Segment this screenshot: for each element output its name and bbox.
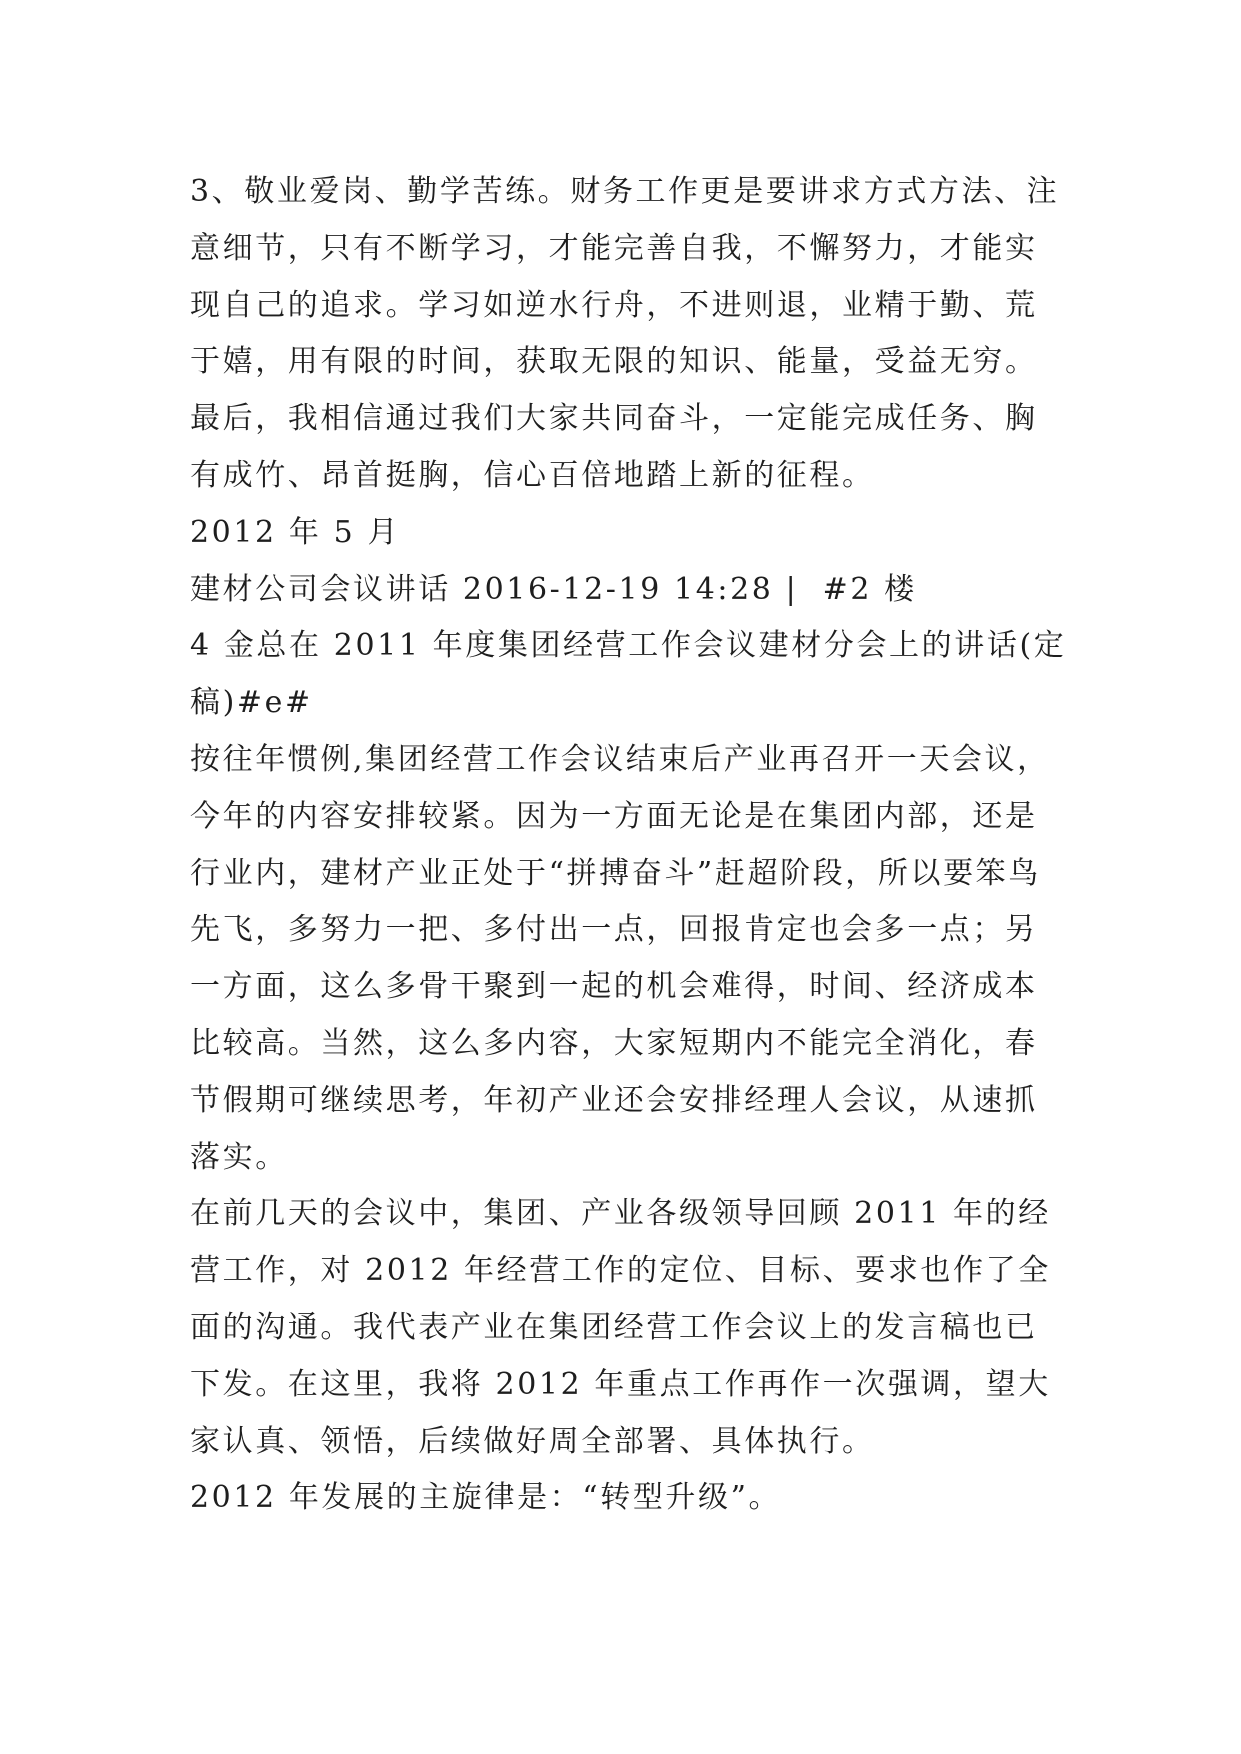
paragraph-theme: 2012 年发展的主旋律是：“转型升级”。 (190, 1480, 782, 1516)
post-header: 建材公司会议讲话 2016-12-19 14:28 | #2 楼 (190, 571, 917, 607)
paragraph-review: 在前几天的会议中，集团、产业各级领导回顾 2011 年的经营工作，对 2012 年经营工作的定位、目标、要求也作了全面的沟通。我代表产业在集团经营工作会议上的发言稿也已下发。在这里，我将 2012 年重点工作再作一次强调，望大家认真、领悟，后续做好周全部署、具体执行。 (190, 1196, 1051, 1459)
body-text (190, 164, 1070, 1527)
date-line: 2012 年 5 月 (190, 514, 401, 550)
speech-title: 4 金总在 2011 年度集团经营工作会议建材分会上的讲话(定稿)#e# (190, 628, 1067, 721)
paragraph-meeting-intro: 按往年惯例,集团经营工作会议结束后产业再召开一天会议，今年的内容安排较紧。因为一方面无论是在集团内部，还是行业内，建材产业正处于“拼搏奋斗”赶超阶段，所以要笨鸟先飞，多努力一把、多付出一点，回报肯定也会多一点；另一方面，这么多骨干聚到一起的机会难得，时间、经济成本比较高。当然，这么多内容，大家短期内不能完全消化，春节假期可继续思考，年初产业还会安排经理人会议，从速抓落实。 (190, 741, 1050, 1175)
paragraph-diligence: 3、敬业爱岗、勤学苦练。财务工作更是要讲求方式方法、注意细节，只有不断学习，才能完善自我，不懈努力，才能实现自己的追求。学习如逆水行舟，不进则退，业精于勤、荒于嬉，用有限的时间，获取无限的知识、能量，受益无穷。 (190, 174, 1060, 380)
paragraph-conclusion: 最后，我相信通过我们大家共同奋斗，一定能完成任务、胸有成竹、昂首挺胸，信心百倍地踏上新的征程。 (190, 401, 1038, 493)
